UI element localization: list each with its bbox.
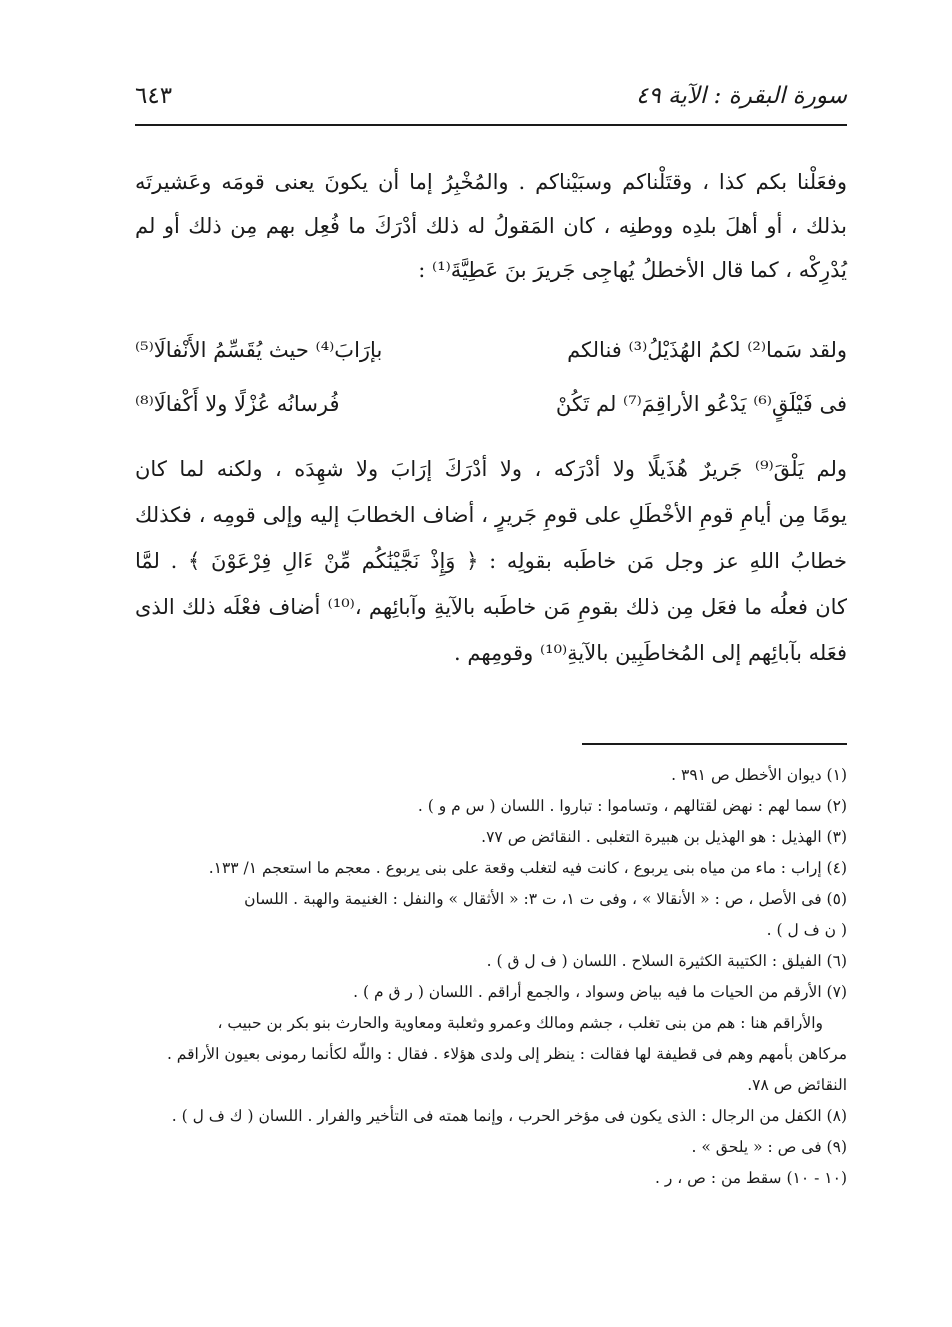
text-line: وفعَلْنا بكم كذا ، وقتَلْناكم وسبَيْناكم . والمُخْبِرُ إما أن يكونَ يعنى قومَه وعَشيرتَه bbox=[135, 170, 847, 194]
text-line: بذلك ، أو أهلَ بلدِه ووطنِه ، كان المَقولُ له ذلك أدْرَكَ ما فُعِل بهم مِن ذلك أو لم bbox=[135, 214, 847, 238]
text-line: ولم يَلْقَ⁽⁹⁾ جَريرٌ هُذَيلًا ولا أدْرَكه ، ولا أدْرَكَ إرَابَ ولا شهِدَه ، ولكنه لما كان bbox=[135, 457, 847, 481]
verse-first-hemistich: فى فَيْلَقٍ⁽⁶⁾ يَدْعُو الأراقِمَ⁽⁷⁾ لم تَكُنْ bbox=[555, 392, 847, 416]
commentary-continuation bbox=[135, 446, 847, 676]
footnote: (٤) إراب : ماء من مياه بنى يربوع ، كانت فيه لتغلب وقعة على بنى يربوع . معجم ما استعجم ١/ ١٣٣. bbox=[208, 859, 847, 877]
footnote-continuation: النقائض ص ٧٨. bbox=[747, 1076, 847, 1094]
commentary-intro bbox=[135, 160, 847, 292]
text-line: خطابُ اللهِ عز وجل مَن خاطَبه بقولِه : ﴿ وَإِذْ نَجَّيْنَٰكُم مِّنْ ءَالِ فِرْعَوْنَ ﴾ . لمَّا bbox=[135, 549, 847, 573]
footnote: (٢) سما لهم : نهض لقتالهم ، وتساموا : تباروا . اللسان ( س م و ) . bbox=[417, 797, 847, 815]
poem-verse-2 bbox=[135, 382, 847, 426]
footnote: (٩) فى ص : « يلحق » . bbox=[691, 1138, 847, 1156]
text-line: يومًا مِن أيامِ قومِ الأخْطَلِ على قومِ جَريرٍ ، أضاف الخطابَ إليه وإلى قومِه ، فكذلك bbox=[135, 503, 847, 527]
text-line: يُدْرِكْه ، كما قال الأخطلُ يُهاجِى جَريرَ بنَ عَطِيَّةَ⁽¹⁾ : bbox=[418, 258, 847, 282]
header-rule bbox=[135, 124, 847, 126]
surah-verse-title: سورة البقرة : الآية ٤٩ bbox=[636, 83, 847, 109]
footnote-continuation: ( ن ف ل ) . bbox=[766, 921, 847, 939]
page-number: ٦٤٣ bbox=[135, 83, 173, 109]
text-line: كان فعلُه ما فعَل مِن ذلك بقومِ مَن خاطَبه بالآيةِ وآبائِهم ،⁽¹⁰⁾ أضاف فعْلَه ذلك الذى bbox=[135, 595, 848, 619]
footnote: (٨) الكفل من الرجال : الذى يكون فى مؤخر الحرب ، وإنما همته فى التأخير والفرار . اللسان ( ك ف ل ) . bbox=[171, 1107, 847, 1125]
footnote: (١٠ - ١٠) سقط من : ص ، ر . bbox=[654, 1169, 847, 1187]
verse-second-hemistich: بإرَابَ⁽⁴⁾ حيث يُقَسِّمُ الأَنْفالَا⁽⁵⁾ bbox=[135, 338, 383, 362]
footnote: (١) ديوان الأخطل ص ٣٩١ . bbox=[671, 766, 847, 784]
footnote: (٧) الأرقم من الحيات ما فيه بياض وسواد ، والجمع أراقم . اللسان ( ر ق م ) . bbox=[353, 983, 847, 1001]
verse-second-hemistich: فُرسانُه عُزْلًا ولا أَكْفالَا⁽⁸⁾ bbox=[135, 392, 340, 416]
footnote-continuation: والأراقم هنا : هم من بنى تغلب ، جشم ومالك وعمرو وثعلبة ومعاوية والحارث بنو بكر بن حبيب ، bbox=[217, 1014, 823, 1032]
verse-first-hemistich: ولقد سَما⁽²⁾ لكمُ الهُذَيْلُ⁽³⁾ فنالكم bbox=[567, 338, 847, 362]
footnote: (٥) فى الأصل ، ص : « الأنقالا » ، وفى ت ١، ت ٣: « الأثقال » والنفل : الغنيمة والهبة . اللسان bbox=[244, 890, 847, 908]
footnote: (٣) الهذيل : هو الهذيل بن هبيرة التغلبى . النقائض ص ٧٧. bbox=[481, 828, 847, 846]
footnotes bbox=[135, 760, 847, 1194]
footnote-separator bbox=[582, 743, 847, 745]
poem-verse-1 bbox=[135, 328, 847, 372]
footnote: (٦) الفيلق : الكتيبة الكثيرة السلاح . اللسان ( ف ل ق ) . bbox=[486, 952, 847, 970]
footnote-continuation: مركاهن بأمهم وهم فى قطيفة لها فقالت : ينظر إلى ولدى هؤلاء . فقال : واللّه لكأنما رمونى بعيون الأراقم . bbox=[166, 1045, 847, 1063]
running-header bbox=[135, 78, 847, 114]
text-line: فعَله بآبائِهم إلى المُخاطَبِين بالآيةِ⁽¹⁰⁾ وقومِهم . bbox=[454, 641, 847, 665]
